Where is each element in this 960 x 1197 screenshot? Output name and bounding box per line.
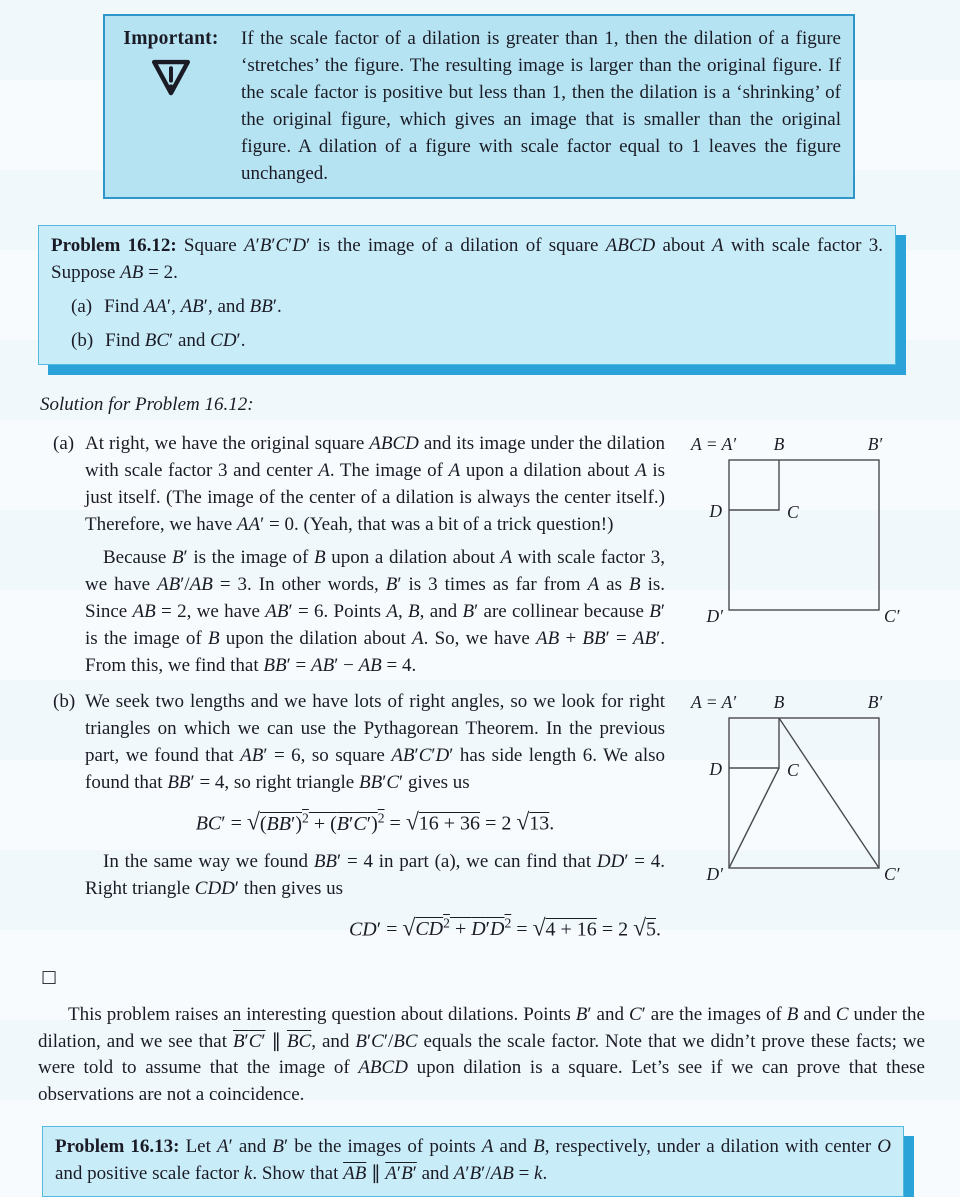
dilated-squares-diagram bbox=[679, 430, 925, 628]
part-a-label: (a) bbox=[71, 296, 93, 317]
problem-16-13-text: Let A′ and B′ be the images of points A and B, respectively, under a dilation with center O and positive scale factor k. Show that $\overline{AB}$ ∥ A′B′ and A′B′/AB = k. bbox=[55, 1136, 891, 1185]
solution-a-paragraph-1: At right, we have the original square ABCD and its image under the dilation with scale factor 3 and center A. The image of A upon a dilation about A is just itself. (The image of the center of a dilation is always the center itself.) Therefore, we have AA′ = 0. (Yeah, that was a bit of a trick question!) bbox=[85, 433, 665, 535]
figure-dilated-squares-triangles bbox=[679, 688, 925, 894]
part-a-text: Find AA′, AB′, and BB′. bbox=[104, 296, 282, 317]
problem-16-12-statement bbox=[51, 232, 883, 286]
equation-CD-prime: $CD' = √CD^2 + D'D^2 = √4 + 16 = 2$ √5. bbox=[348, 915, 662, 942]
solution-heading: Solution for Problem 16.12: bbox=[40, 394, 254, 415]
problem-16-13-statement bbox=[55, 1133, 891, 1187]
vertex-label-C-prime: C′ bbox=[884, 864, 900, 884]
important-text: If the scale factor of a dilation is greater than 1, then the dilation of a figure ‘stretches’ the figure. The resulting image is larger than the original figure. If the scale factor is positive but less than 1, then the dilation is a ‘shrinking’ of the original figure, which gives an image that is smaller than the original figure. A dilation of a figure with scale factor equal to 1 leaves the figure unchanged. bbox=[241, 28, 841, 184]
small-square-ABCD bbox=[729, 718, 779, 768]
end-of-solution-marker: □ bbox=[41, 967, 58, 988]
solution-a-paragraph-2: Because B′ is the image of B upon a dilation about A with scale factor 3, we have AB′/AB = 3. In other words, B′ is 3 times as far from A as B is. Since AB = 2, we have AB′ = 6. Points A, B, and B′ are collinear because B′ is the image of B upon the dilation about A. So, we have AB + BB′ = AB′. From this, we find that BB′ = AB′ − AB = 4. bbox=[85, 547, 666, 676]
small-square-ABCD bbox=[729, 460, 779, 510]
problem-16-13-label: Problem 16.13: bbox=[55, 1136, 180, 1158]
dilated-squares-triangles-diagram bbox=[679, 688, 925, 886]
equation-BC-prime: $BC' = √(BB')^2 + (B'C')^2 = √16 + 36 = 2$ √13. bbox=[195, 809, 555, 836]
vertex-label-B: B bbox=[773, 434, 785, 454]
big-square-APBPCPDP bbox=[729, 718, 879, 868]
vertex-label-A: A = A′ bbox=[691, 692, 737, 712]
important-label: Important: bbox=[123, 28, 219, 49]
part-b-text: Find BC′ and CD′. bbox=[105, 330, 246, 351]
vertex-label-C-prime: C′ bbox=[884, 606, 900, 626]
warning-triangle-exclamation-icon bbox=[148, 57, 194, 99]
problem-16-12-label: Problem 16.12: bbox=[51, 235, 177, 256]
problem-16-12-intro: Square A′B′C′D′ is the image of a dilation of square ABCD about A with scale factor 3. Suppose AB = 2. bbox=[51, 235, 883, 283]
part-b-label: (b) bbox=[71, 330, 94, 351]
solution-b-paragraph-1: We seek two lengths and we have lots of right angles, so we look for right triangles on which we can use the Pythagorean Theorem. In the previous part, we found that AB′ = 6, so square AB′C′D′ has side length 6. We also found that BB′ = 4, so right triangle BB′C′ gives us bbox=[85, 691, 666, 793]
problem-16-12-part-a bbox=[71, 293, 883, 320]
vertex-label-B: B bbox=[773, 692, 785, 712]
segment-B-to-C-prime bbox=[779, 718, 879, 868]
vertex-label-B-prime: B′ bbox=[867, 692, 883, 712]
vertex-label-D-prime: D′ bbox=[706, 864, 723, 884]
problem-16-12-part-b bbox=[71, 327, 883, 354]
vertex-label-C: C bbox=[787, 502, 799, 522]
solution-part-a bbox=[38, 430, 925, 679]
important-callout-side bbox=[119, 25, 223, 187]
solution-part-a-label: (a) bbox=[53, 433, 75, 454]
important-callout bbox=[103, 14, 855, 199]
solution-part-b bbox=[38, 688, 925, 943]
segment-C-to-D-prime bbox=[729, 768, 779, 868]
closing-paragraph: This problem raises an interesting question about dilations. Points B′ and C′ are the images of B and C under the dilation, and we see that B′C′ ∥ $\overline{BC}$, and B′C′/BC equals the scale factor. Note that we didn’t prove these facts; we were told to assume that the image of ABCD upon dilation is a square. Let’s see if we can prove that these observations are not a coincidence. bbox=[38, 1004, 925, 1105]
big-square-APBPCPDP bbox=[729, 460, 879, 610]
vertex-label-D: D bbox=[709, 759, 722, 779]
vertex-label-B-prime: B′ bbox=[867, 434, 883, 454]
problem-16-13-box bbox=[42, 1126, 904, 1197]
problem-16-12-box bbox=[38, 225, 896, 365]
vertex-label-C: C bbox=[787, 760, 799, 780]
vertex-label-D: D bbox=[709, 501, 722, 521]
solution-part-b-label: (b) bbox=[53, 691, 76, 712]
solution-b-paragraph-2: In the same way we found BB′ = 4 in part (a), we can find that DD′ = 4. Right triangle CDD′ then gives us bbox=[85, 850, 665, 899]
vertex-label-D-prime: D′ bbox=[706, 606, 723, 626]
vertex-label-A: A = A′ bbox=[691, 434, 737, 454]
figure-dilated-squares bbox=[679, 430, 925, 636]
